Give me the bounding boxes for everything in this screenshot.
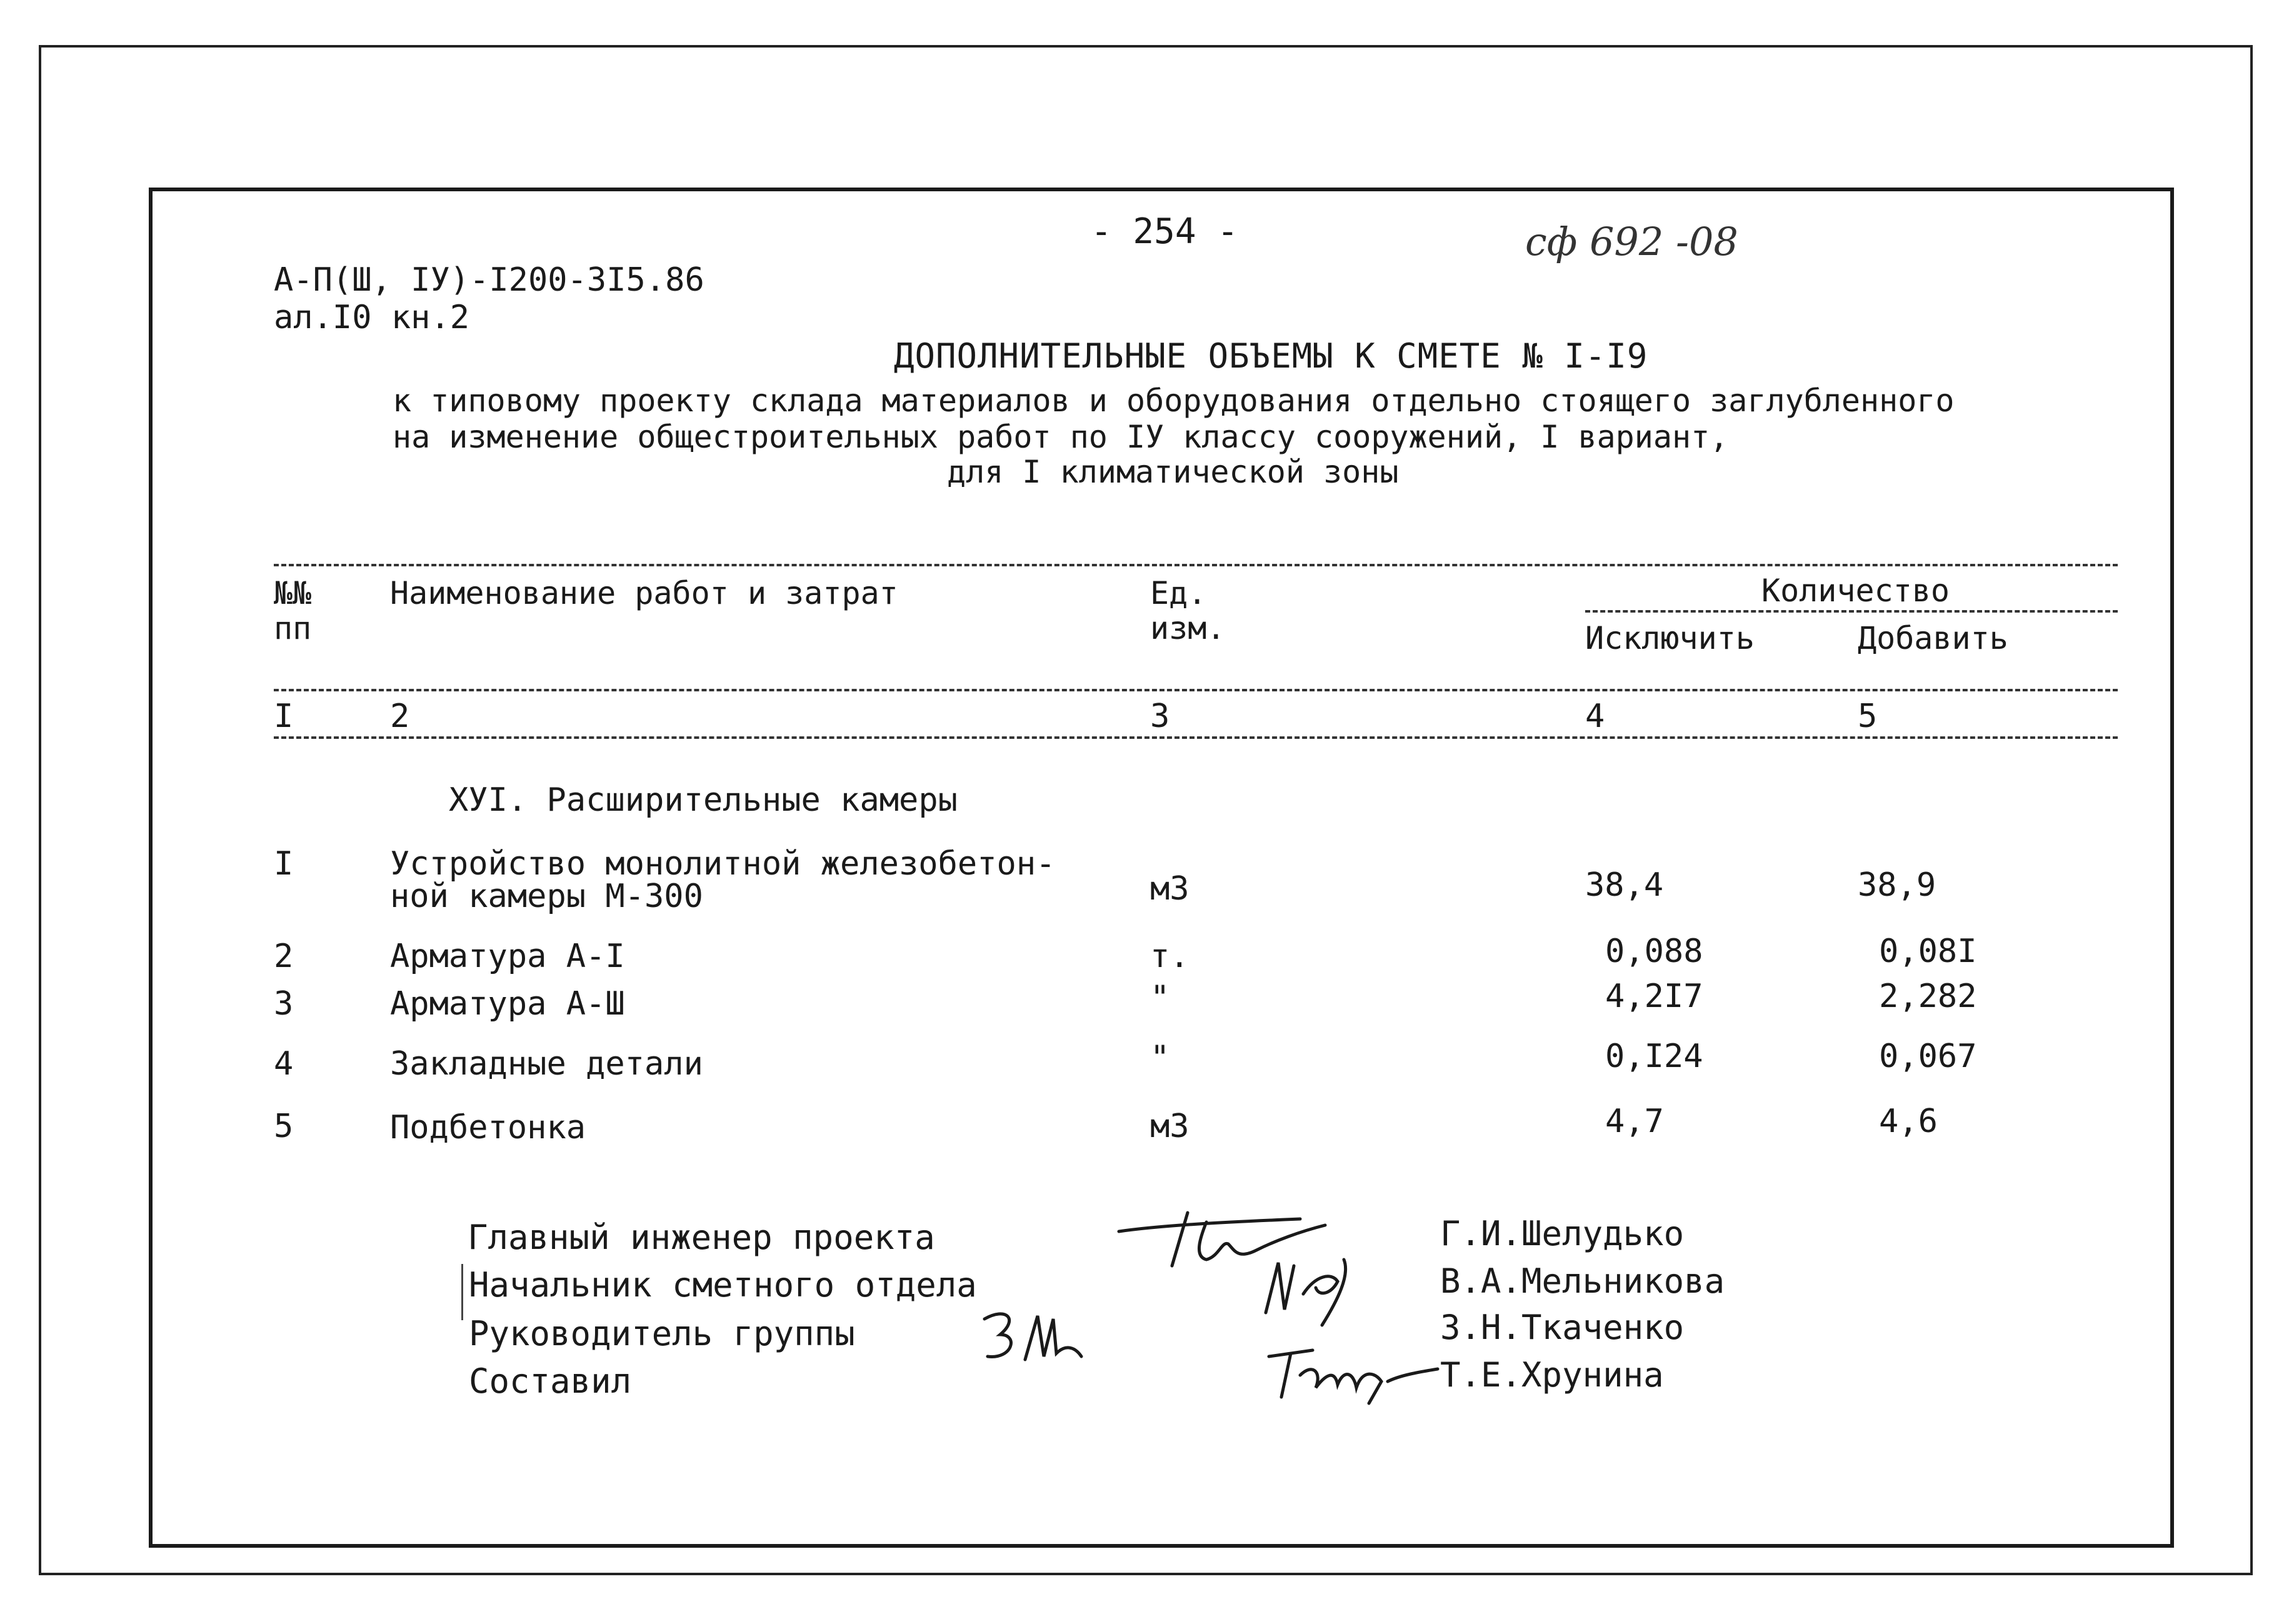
column-numbers-rule xyxy=(274,736,2118,739)
header-add: Добавить xyxy=(1858,620,2008,656)
signature-mark-estimates-head xyxy=(1256,1250,1369,1331)
signature-name-2: В.А.Мельникова xyxy=(1440,1261,1725,1301)
row-5-num: 5 xyxy=(274,1108,294,1145)
row-3-name: Арматура А-Ш xyxy=(390,985,625,1023)
row-5-unit: м3 xyxy=(1150,1108,1190,1145)
margin-tick xyxy=(461,1264,463,1320)
signature-mark-group-leader xyxy=(975,1300,1088,1369)
row-1-name-line-2: ной камеры М-300 xyxy=(390,878,703,915)
row-4-num: 4 xyxy=(274,1045,294,1083)
document-title: ДОПОЛНИТЕЛЬНЫЕ ОБЪЕМЫ К СМЕТЕ № I-I9 xyxy=(894,336,1648,376)
project-code-line-1: А-П(Ш, IУ)-I200-3I5.86 xyxy=(274,261,704,299)
row-1-add: 38,9 xyxy=(1858,866,1936,904)
signature-role-2: Начальник сметного отдела xyxy=(469,1265,977,1305)
project-code xyxy=(274,261,704,336)
row-1-unit: м3 xyxy=(1150,870,1190,908)
project-code-line-2: ал.I0 кн.2 xyxy=(274,299,470,336)
row-3-num: 3 xyxy=(274,985,294,1023)
row-5-add: 4,6 xyxy=(1879,1103,1938,1140)
signature-name-4: Т.Е.Хрунина xyxy=(1440,1355,1664,1395)
subtitle-line-3: для I климатической зоны xyxy=(947,454,1399,490)
row-3-exclude: 4,2I7 xyxy=(1605,978,1703,1015)
signature-role-4: Составил xyxy=(469,1361,632,1401)
signature-name-1: Г.И.Шелудько xyxy=(1440,1214,1685,1253)
header-exclude: Исключить xyxy=(1585,620,1755,656)
table-top-rule xyxy=(274,564,2118,566)
row-1-exclude: 38,4 xyxy=(1585,866,1664,904)
row-2-name: Арматура А-I xyxy=(390,938,625,975)
signature-name-3: З.Н.Ткаченко xyxy=(1440,1308,1685,1347)
header-unit-line-1: Ед. xyxy=(1150,575,1207,611)
section-title: ХУI. Расширительные камеры xyxy=(449,781,958,819)
header-quantity: Количество xyxy=(1761,573,1950,609)
signature-role-1: Главный инженер проекта xyxy=(468,1218,935,1257)
signature-mark-compiler xyxy=(1263,1338,1444,1406)
header-name: Наименование работ и затрат xyxy=(390,575,898,611)
row-4-exclude: 0,I24 xyxy=(1605,1038,1703,1075)
row-2-exclude: 0,088 xyxy=(1605,933,1703,970)
quantity-header-rule xyxy=(1585,610,2118,613)
header-unit-line-2: изм. xyxy=(1150,610,1226,646)
row-3-add: 2,282 xyxy=(1879,978,1977,1015)
row-1-name-line-1: Устройство монолитной железобетон- xyxy=(390,845,1056,883)
signature-role-3: Руководитель группы xyxy=(469,1314,855,1353)
column-number-2: 2 xyxy=(390,698,410,735)
row-4-name: Закладные детали xyxy=(390,1045,703,1083)
column-number-3: 3 xyxy=(1150,698,1170,735)
row-4-unit: " xyxy=(1150,1039,1170,1076)
header-num-line-2: пп xyxy=(274,610,312,646)
row-5-exclude: 4,7 xyxy=(1605,1103,1664,1140)
row-2-num: 2 xyxy=(274,938,294,975)
header-num-line-1: №№ xyxy=(274,575,312,611)
row-2-unit: т. xyxy=(1150,938,1190,975)
subtitle-line-2: на изменение общестроительных работ по IУ классу сооружений, I вариант, xyxy=(393,419,1729,455)
subtitle-line-1: к типовому проекту склада материалов и оборудования отдельно стоящего заглубленного xyxy=(393,383,1955,419)
row-5-name: Подбетонка xyxy=(390,1109,586,1146)
page-number: - 254 - xyxy=(1091,211,1239,252)
column-number-4: 4 xyxy=(1585,698,1605,735)
archive-number: сф 692 -08 xyxy=(1525,219,1738,264)
row-1-num: I xyxy=(274,845,294,883)
column-number-1: I xyxy=(274,698,294,735)
row-4-add: 0,067 xyxy=(1879,1038,1977,1075)
column-number-5: 5 xyxy=(1858,698,1878,735)
row-3-unit: " xyxy=(1150,979,1170,1016)
row-2-add: 0,08I xyxy=(1879,933,1977,970)
header-bottom-rule xyxy=(274,689,2118,691)
